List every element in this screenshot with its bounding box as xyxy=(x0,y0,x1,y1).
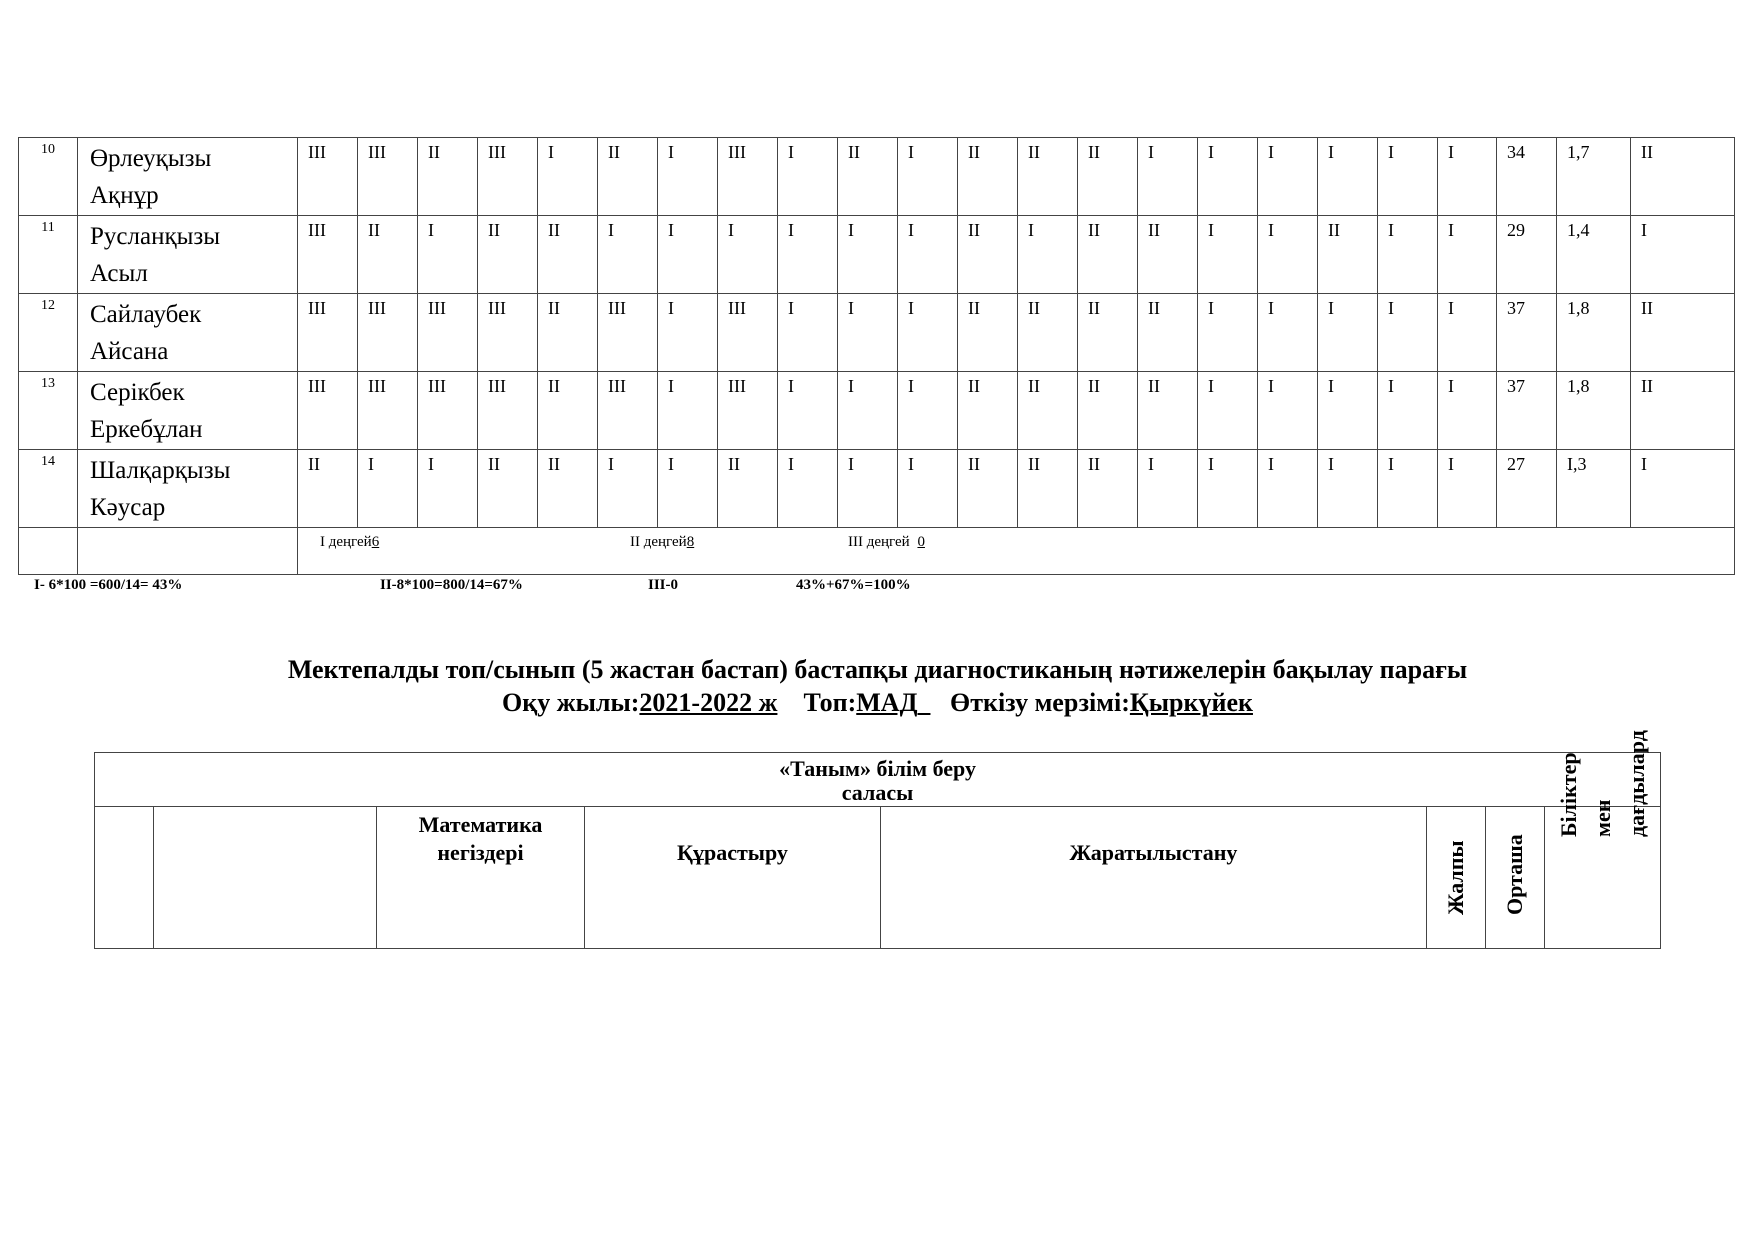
score-cell: I xyxy=(898,450,958,528)
score-cell: I xyxy=(598,450,658,528)
date-label: Өткізу мерзімі: xyxy=(949,688,1130,717)
score-cell: III xyxy=(718,372,778,450)
student-number: 11 xyxy=(19,216,78,294)
student-number: 12 xyxy=(19,294,78,372)
score-cell: II xyxy=(1018,294,1078,372)
area-title-line2: саласы xyxy=(841,780,914,805)
score-cell: III xyxy=(418,372,478,450)
level-3-value: 0 xyxy=(917,534,925,550)
student-name-line: Еркебұлан xyxy=(90,416,203,443)
skills-header-line1: Біліктер xyxy=(1555,752,1581,837)
total-score: 37 xyxy=(1497,372,1557,450)
score-cell: I xyxy=(1198,450,1258,528)
group-value: МАД xyxy=(856,688,918,717)
level-3-summary xyxy=(848,532,971,552)
score-cell: III xyxy=(598,294,658,372)
score-cell: II xyxy=(418,138,478,216)
level-1-value: 6 xyxy=(371,534,380,550)
score-cell: I xyxy=(1138,450,1198,528)
student-row xyxy=(19,450,1735,528)
score-cell: I xyxy=(718,216,778,294)
level-3-label: III деңгей xyxy=(848,534,910,550)
average-header-text: Орташа xyxy=(1502,834,1527,915)
total-header-text: Жалпы xyxy=(1443,840,1468,915)
page-subtitle xyxy=(0,688,1755,718)
score-cell: II xyxy=(538,216,598,294)
group-label: Топ: xyxy=(803,688,857,717)
score-cell: III xyxy=(358,138,418,216)
score-cell: I xyxy=(838,216,898,294)
score-cell: I xyxy=(838,372,898,450)
score-cell: II xyxy=(958,138,1018,216)
score-cell: I xyxy=(1198,372,1258,450)
level-score: I xyxy=(1631,216,1735,294)
score-cell: II xyxy=(958,372,1018,450)
level-1-summary xyxy=(320,532,460,552)
score-cell: II xyxy=(538,294,598,372)
student-number: 10 xyxy=(19,138,78,216)
nature-header: Жаратылыстану xyxy=(881,807,1427,949)
score-cell: I xyxy=(1438,450,1497,528)
student-name xyxy=(78,450,298,528)
student-number: 13 xyxy=(19,372,78,450)
score-cell: I xyxy=(358,450,418,528)
score-cell: III xyxy=(298,372,358,450)
year-label: Оқу жылы: xyxy=(502,688,640,717)
student-name-line: Өрлеуқызы xyxy=(90,145,212,172)
skills-header-line2: мен xyxy=(1589,799,1615,837)
student-name-line: Асыл xyxy=(90,260,148,287)
construct-header: Құрастыру xyxy=(585,807,881,949)
score-cell: III xyxy=(298,216,358,294)
year-value: 2021-2022 ж xyxy=(639,688,778,717)
level-score: I xyxy=(1631,450,1735,528)
score-cell: II xyxy=(958,216,1018,294)
levels-empty-cell xyxy=(19,528,78,575)
empty-name-header xyxy=(154,807,377,949)
subject-header-row xyxy=(95,807,1661,949)
score-cell: II xyxy=(1138,372,1198,450)
levels-row xyxy=(19,528,1735,575)
score-cell: I xyxy=(1318,294,1378,372)
score-cell: I xyxy=(1198,294,1258,372)
score-cell: I xyxy=(418,216,478,294)
score-cell: I xyxy=(778,450,838,528)
percent-level-2: II-8*100=800/14=67% xyxy=(380,577,523,593)
percent-level-1: I- 6*100 =600/14= 43% xyxy=(34,577,183,593)
score-cell: I xyxy=(898,216,958,294)
score-cell: II xyxy=(1078,216,1138,294)
score-cell: I xyxy=(898,372,958,450)
score-cell: III xyxy=(478,294,538,372)
score-cell: I xyxy=(658,138,718,216)
student-name-line: Серікбек xyxy=(90,379,185,406)
score-cell: II xyxy=(1138,294,1198,372)
percent-level-3: III-0 xyxy=(648,577,679,593)
score-cell: I xyxy=(1438,216,1497,294)
student-name xyxy=(78,138,298,216)
score-cell: I xyxy=(898,294,958,372)
score-cell: II xyxy=(538,372,598,450)
page-title: Мектепалды топ/сынып (5 жастан бастап) бастапқы диагностиканың нәтижелерін бақылау парағы xyxy=(287,655,1468,684)
score-cell: III xyxy=(718,294,778,372)
score-cell: III xyxy=(478,138,538,216)
score-cell: I xyxy=(418,450,478,528)
score-cell: III xyxy=(358,294,418,372)
score-cell: I xyxy=(1378,372,1438,450)
score-cell: II xyxy=(298,450,358,528)
score-cell: I xyxy=(1258,216,1318,294)
score-cell: I xyxy=(898,138,958,216)
score-cell: I xyxy=(1198,138,1258,216)
student-name-line: Ақнұр xyxy=(90,182,159,209)
score-cell: III xyxy=(358,372,418,450)
score-cell: II xyxy=(478,450,538,528)
average-header xyxy=(1486,807,1545,949)
score-cell: II xyxy=(1078,372,1138,450)
score-cell: I xyxy=(778,138,838,216)
score-cell: I xyxy=(1258,294,1318,372)
score-cell: II xyxy=(1078,294,1138,372)
levels-summary-cell xyxy=(298,528,1735,575)
score-cell: I xyxy=(778,216,838,294)
score-cell: I xyxy=(1378,450,1438,528)
score-cell: I xyxy=(1258,372,1318,450)
level-score: II xyxy=(1631,294,1735,372)
student-name xyxy=(78,216,298,294)
math-header-line1: Математика xyxy=(418,812,543,837)
score-cell: II xyxy=(958,450,1018,528)
math-header xyxy=(377,807,585,949)
score-cell: II xyxy=(718,450,778,528)
score-cell: I xyxy=(598,216,658,294)
empty-number-header xyxy=(95,807,154,949)
total-header xyxy=(1427,807,1486,949)
score-cell: II xyxy=(598,138,658,216)
total-score: 37 xyxy=(1497,294,1557,372)
average-score: 1,8 xyxy=(1557,294,1631,372)
student-row xyxy=(19,372,1735,450)
student-rows xyxy=(19,138,1735,528)
score-cell: I xyxy=(658,294,718,372)
score-cell: II xyxy=(1018,450,1078,528)
average-score: I,3 xyxy=(1557,450,1631,528)
score-cell: I xyxy=(838,294,898,372)
student-name-line: Айсана xyxy=(90,338,169,365)
score-cell: I xyxy=(1378,294,1438,372)
date-value: Қыркүйек xyxy=(1129,688,1253,717)
math-header-line2: негіздері xyxy=(437,840,524,865)
score-cell: II xyxy=(1138,216,1198,294)
score-cell: II xyxy=(1078,138,1138,216)
skills-header xyxy=(1545,730,1661,949)
score-cell: I xyxy=(1018,216,1078,294)
score-cell: I xyxy=(658,216,718,294)
levels-empty-cell xyxy=(78,528,298,575)
score-cell: III xyxy=(718,138,778,216)
total-score: 34 xyxy=(1497,138,1557,216)
percent-sum: 43%+67%=100% xyxy=(796,577,911,593)
score-cell: II xyxy=(838,138,898,216)
student-row xyxy=(19,138,1735,216)
score-cell: I xyxy=(778,372,838,450)
score-cell: I xyxy=(1378,138,1438,216)
score-cell: I xyxy=(1378,216,1438,294)
level-2-summary xyxy=(630,532,715,552)
area-header-row xyxy=(95,753,1661,807)
area-table xyxy=(94,730,1661,949)
score-cell: III xyxy=(418,294,478,372)
score-cell: I xyxy=(1258,450,1318,528)
score-cell: I xyxy=(1138,138,1198,216)
area-title-line1: «Таным» білім беру xyxy=(779,756,976,781)
score-cell: I xyxy=(1438,372,1497,450)
results-table xyxy=(18,137,1735,575)
student-name-line: Кәусар xyxy=(90,494,166,521)
student-name xyxy=(78,372,298,450)
level-score: II xyxy=(1631,138,1735,216)
area-header-cell xyxy=(95,753,1661,807)
score-cell: I xyxy=(1318,372,1378,450)
score-cell: II xyxy=(1018,138,1078,216)
skills-header-line3: дағдылард xyxy=(1623,730,1649,837)
skills-header-text xyxy=(1552,730,1654,837)
student-name-line: Сайлаубек xyxy=(90,301,202,328)
score-cell: II xyxy=(1318,216,1378,294)
score-cell: I xyxy=(1258,138,1318,216)
student-name-line: Шалқарқызы xyxy=(90,457,231,484)
average-score: 1,4 xyxy=(1557,216,1631,294)
average-score: 1,8 xyxy=(1557,372,1631,450)
level-2-value: 8 xyxy=(686,534,695,550)
level-2-label: II деңгей xyxy=(630,534,687,550)
score-cell: II xyxy=(958,294,1018,372)
score-cell: II xyxy=(358,216,418,294)
score-cell: I xyxy=(538,138,598,216)
score-cell: I xyxy=(1198,216,1258,294)
student-name-line: Русланқызы xyxy=(90,223,221,250)
score-cell: I xyxy=(778,294,838,372)
score-cell: I xyxy=(658,450,718,528)
score-cell: III xyxy=(298,138,358,216)
score-cell: I xyxy=(1318,450,1378,528)
score-cell: I xyxy=(1438,138,1497,216)
score-cell: II xyxy=(538,450,598,528)
student-row xyxy=(19,294,1735,372)
average-score: 1,7 xyxy=(1557,138,1631,216)
score-cell: II xyxy=(478,216,538,294)
student-number: 14 xyxy=(19,450,78,528)
total-score: 29 xyxy=(1497,216,1557,294)
score-cell: I xyxy=(658,372,718,450)
score-cell: I xyxy=(838,450,898,528)
student-name xyxy=(78,294,298,372)
score-cell: II xyxy=(1018,372,1078,450)
student-row xyxy=(19,216,1735,294)
total-score: 27 xyxy=(1497,450,1557,528)
level-1-label: I деңгей xyxy=(320,534,372,550)
score-cell: III xyxy=(478,372,538,450)
score-cell: I xyxy=(1438,294,1497,372)
score-cell: II xyxy=(1078,450,1138,528)
level-score: II xyxy=(1631,372,1735,450)
score-cell: III xyxy=(298,294,358,372)
score-cell: I xyxy=(1318,138,1378,216)
score-cell: III xyxy=(598,372,658,450)
